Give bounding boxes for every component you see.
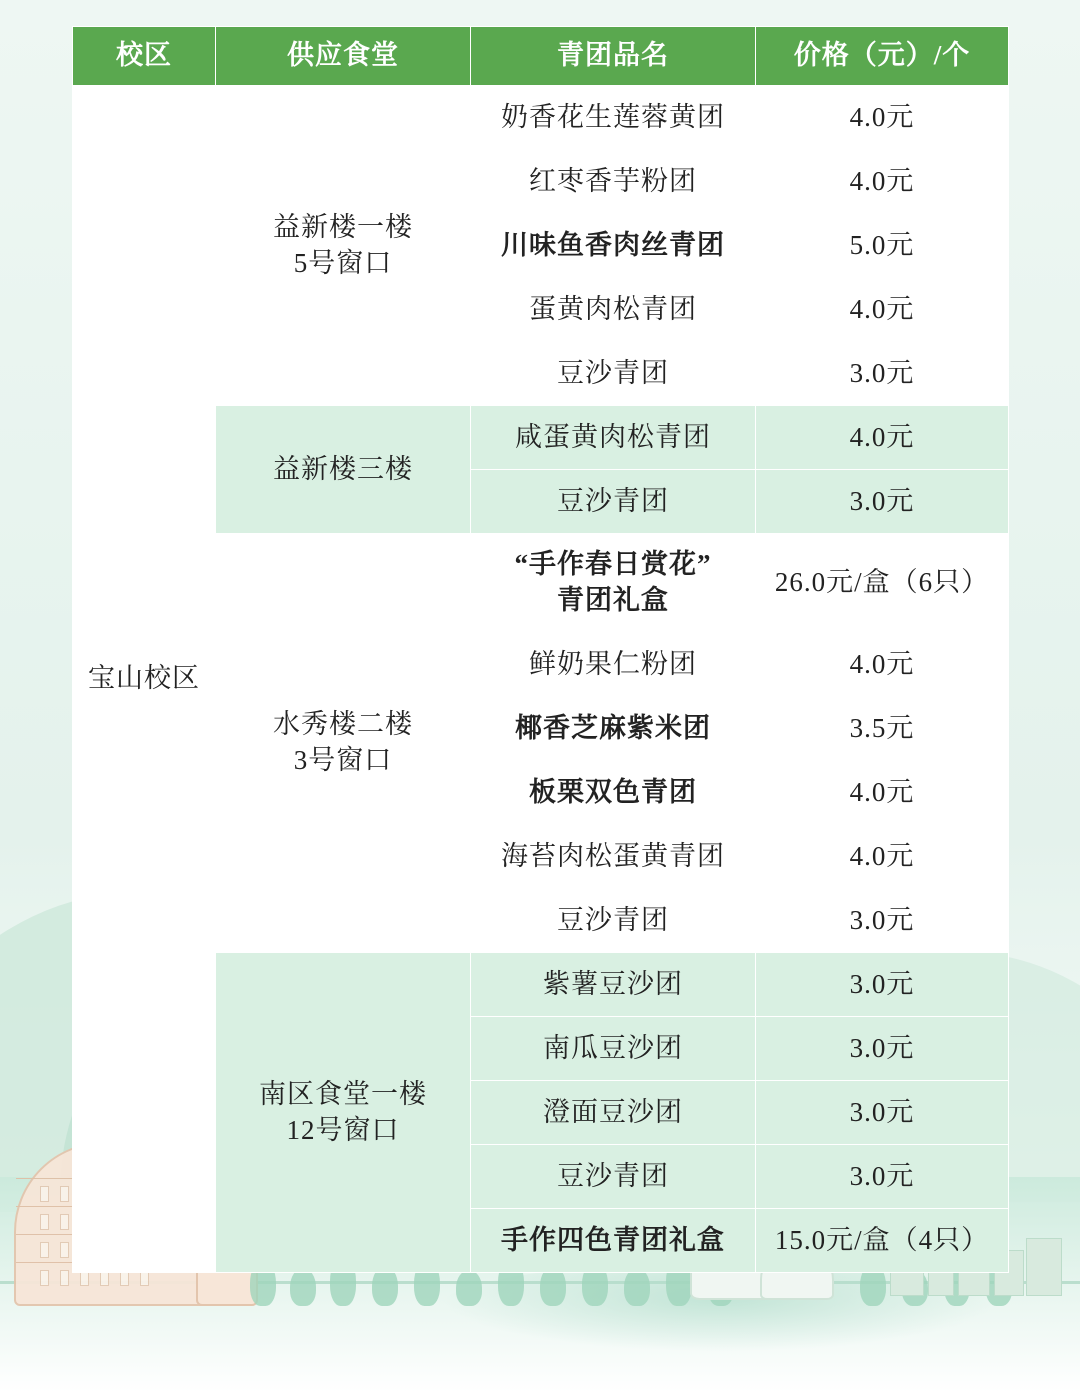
item-name-line-1: “手作春日赏花” bbox=[514, 549, 712, 580]
item-price: 4.0元 bbox=[756, 86, 1009, 150]
item-name: 豆沙青团 bbox=[471, 342, 756, 406]
item-price: 4.0元 bbox=[756, 406, 1009, 470]
item-price: 4.0元 bbox=[756, 825, 1009, 889]
header-hall: 供应食堂 bbox=[216, 27, 471, 86]
item-name: 奶香花生莲蓉黄团 bbox=[471, 86, 756, 150]
item-price: 4.0元 bbox=[756, 278, 1009, 342]
item-price: 4.0元 bbox=[756, 633, 1009, 697]
header-campus: 校区 bbox=[73, 27, 216, 86]
header-price: 价格（元）/个 bbox=[756, 27, 1009, 86]
campus-cell: 宝山校区 bbox=[73, 86, 216, 1273]
item-price: 3.0元 bbox=[756, 889, 1009, 953]
item-price: 5.0元 bbox=[756, 214, 1009, 278]
item-price: 15.0元/盒（4只） bbox=[756, 1209, 1009, 1273]
item-name: 鲜奶果仁粉团 bbox=[471, 633, 756, 697]
item-price: 4.0元 bbox=[756, 150, 1009, 214]
hall-cell bbox=[216, 534, 471, 953]
item-price: 3.0元 bbox=[756, 470, 1009, 534]
hall-line-1: 水秀楼二楼 bbox=[273, 709, 413, 740]
hall-line-2: 5号窗口 bbox=[293, 247, 393, 278]
header-item: 青团品名 bbox=[471, 27, 756, 86]
item-name: 川味鱼香肉丝青团 bbox=[471, 214, 756, 278]
item-name: 豆沙青团 bbox=[471, 889, 756, 953]
item-name: 椰香芝麻紫米团 bbox=[471, 697, 756, 761]
item-name: 红枣香芋粉团 bbox=[471, 150, 756, 214]
item-price: 3.0元 bbox=[756, 953, 1009, 1017]
item-name: 咸蛋黄肉松青团 bbox=[471, 406, 756, 470]
item-name: 海苔肉松蛋黄青团 bbox=[471, 825, 756, 889]
item-price: 3.0元 bbox=[756, 1017, 1009, 1081]
hall-line-1: 益新楼一楼 bbox=[273, 211, 413, 242]
hall-cell: 益新楼三楼 bbox=[216, 406, 471, 534]
hall-line-1: 南区食堂一楼 bbox=[259, 1078, 427, 1109]
item-name: 紫薯豆沙团 bbox=[471, 953, 756, 1017]
item-price: 3.0元 bbox=[756, 342, 1009, 406]
table-header-row bbox=[73, 27, 1009, 86]
item-price: 3.5元 bbox=[756, 697, 1009, 761]
hall-line-2: 3号窗口 bbox=[293, 745, 393, 775]
item-price: 3.0元 bbox=[756, 1145, 1009, 1209]
item-name: 豆沙青团 bbox=[471, 470, 756, 534]
item-name-line-2: 青团礼盒 bbox=[557, 585, 669, 615]
table-row bbox=[73, 86, 1009, 150]
item-name: 蛋黄肉松青团 bbox=[471, 278, 756, 342]
item-price: 3.0元 bbox=[756, 1081, 1009, 1145]
item-name: 豆沙青团 bbox=[471, 1145, 756, 1209]
item-price: 26.0元/盒（6只） bbox=[756, 534, 1009, 633]
hall-cell bbox=[216, 86, 471, 406]
item-price: 4.0元 bbox=[756, 761, 1009, 825]
qingtuan-price-table bbox=[72, 26, 1009, 1273]
item-name: 板栗双色青团 bbox=[471, 761, 756, 825]
hall-cell bbox=[216, 953, 471, 1273]
hall-line-2: 12号窗口 bbox=[286, 1114, 400, 1145]
item-name: 南瓜豆沙团 bbox=[471, 1017, 756, 1081]
item-name: 手作四色青团礼盒 bbox=[471, 1209, 756, 1273]
item-name bbox=[471, 534, 756, 633]
item-name: 澄面豆沙团 bbox=[471, 1081, 756, 1145]
